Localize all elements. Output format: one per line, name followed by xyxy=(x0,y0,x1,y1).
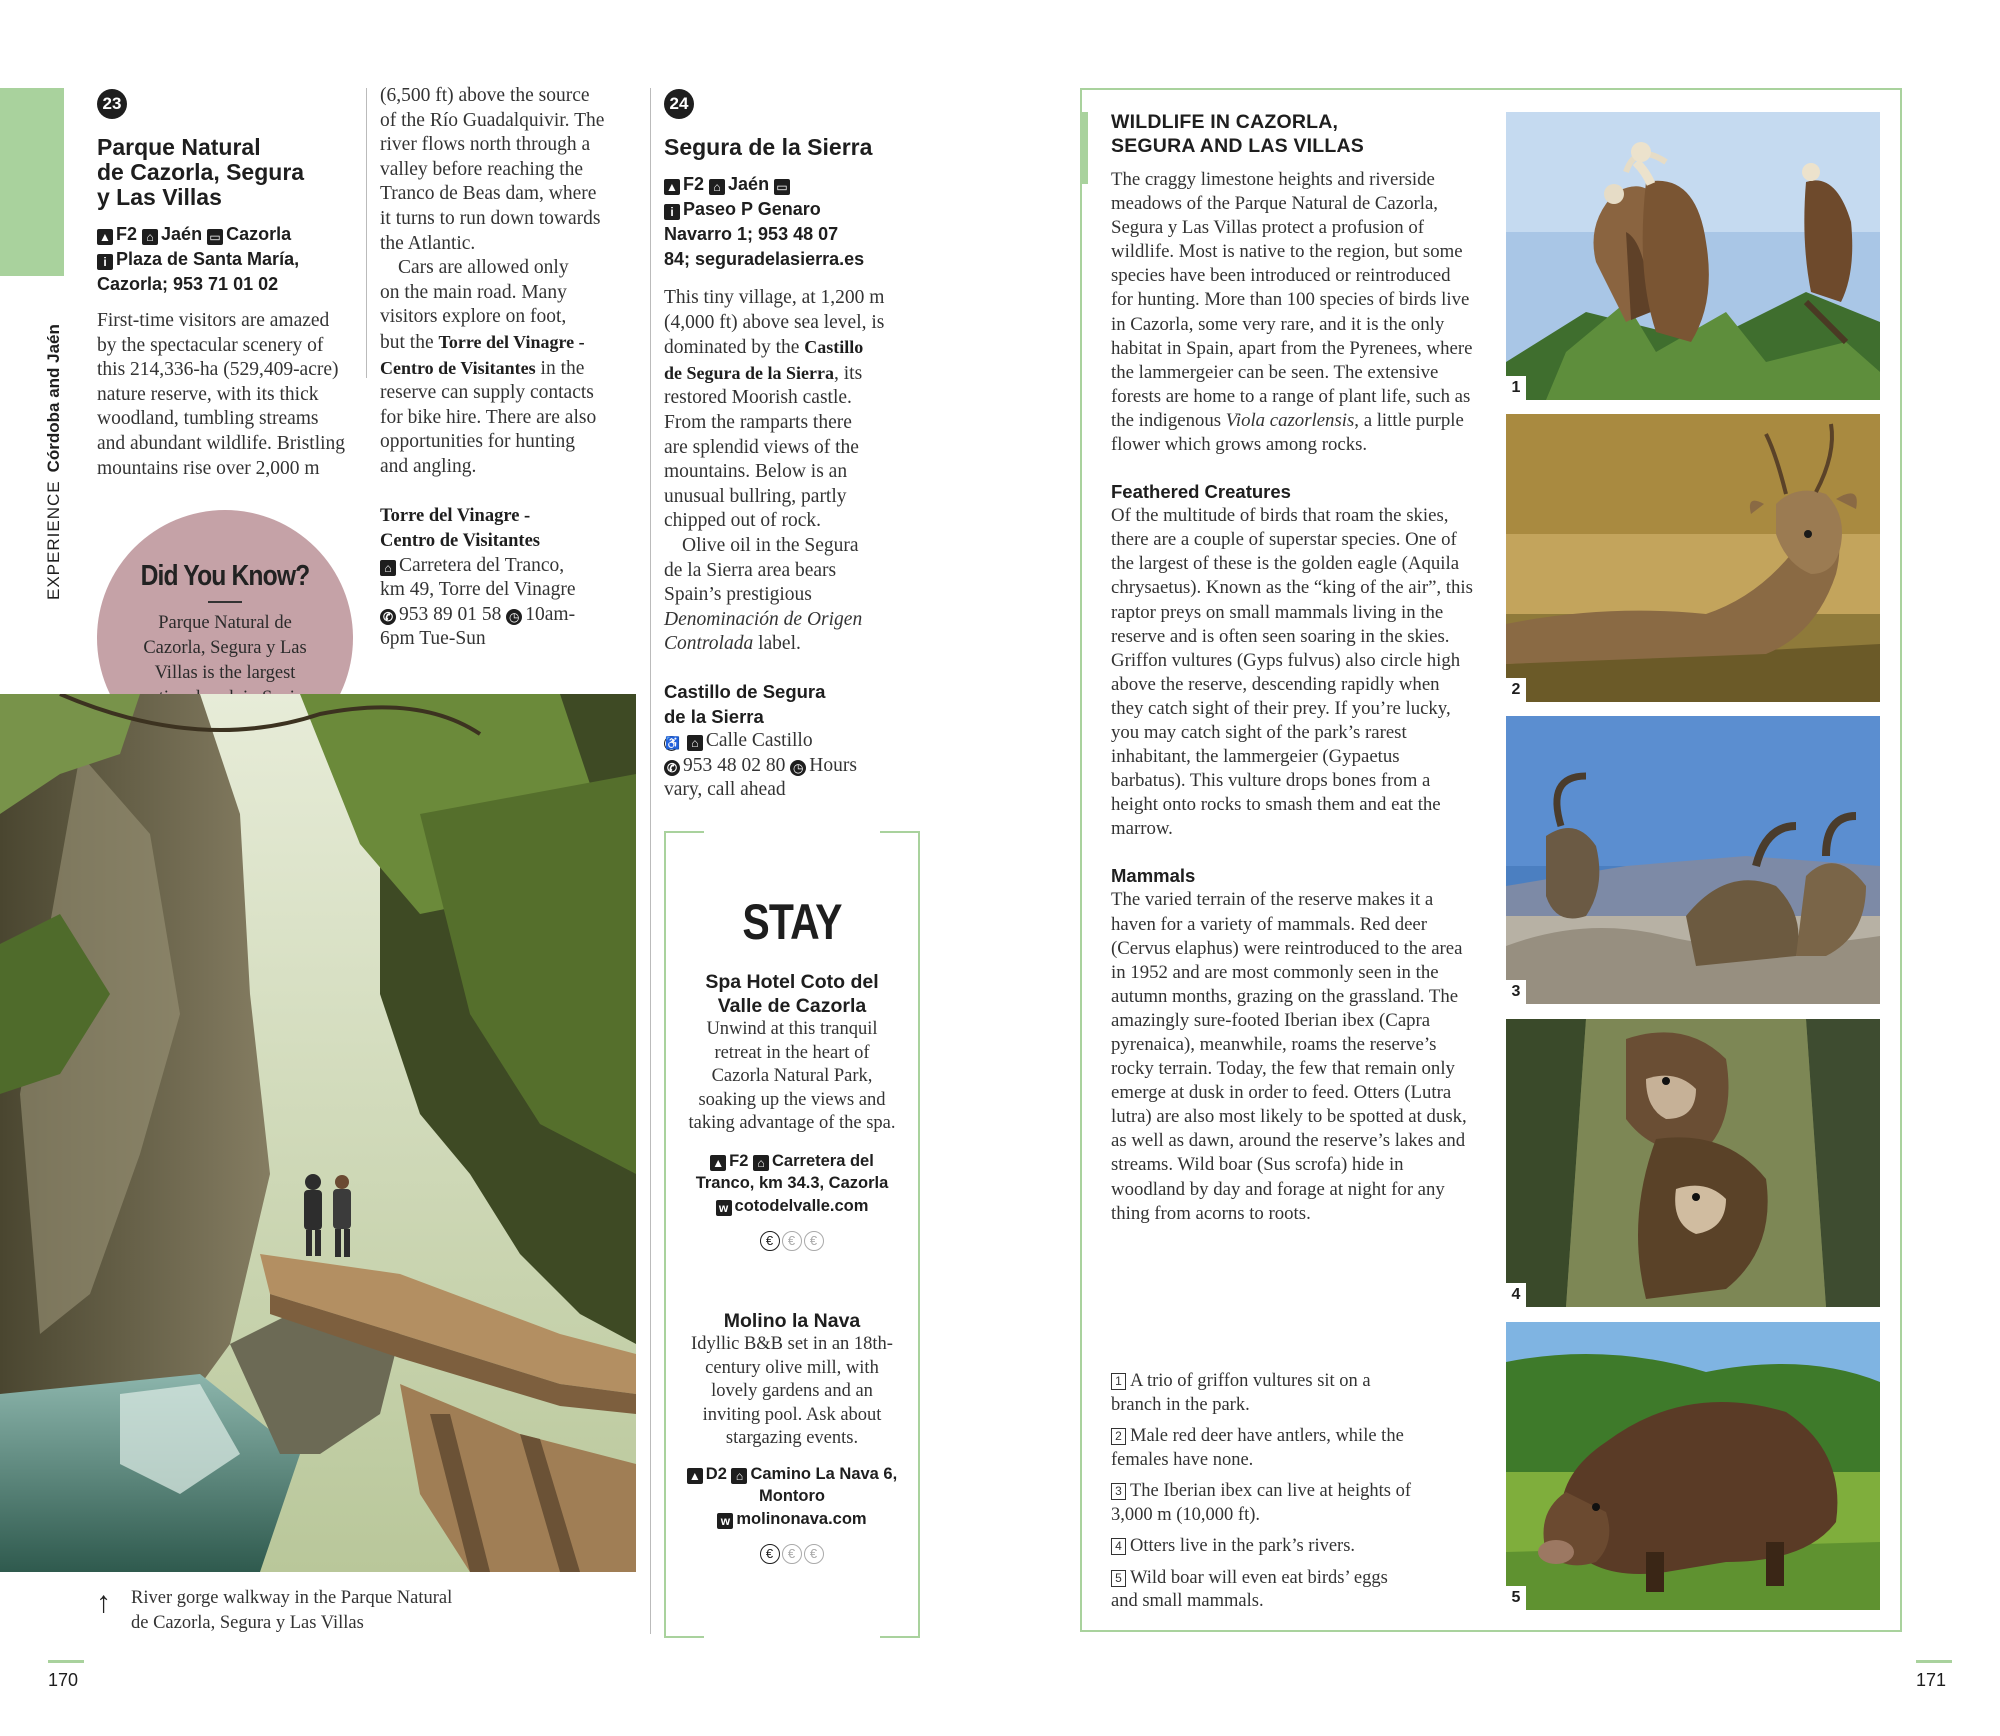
home-icon: ⌂ xyxy=(687,735,703,751)
map-grid-icon: ▲ xyxy=(664,179,680,195)
photo-caption-3: 3 The Iberian ibex can live at heights of 3,000 m (10,000 ft). xyxy=(1111,1481,1411,1525)
page-number-rule xyxy=(1916,1660,1952,1663)
web-icon: w xyxy=(716,1200,732,1216)
river-gorge-photo xyxy=(0,694,636,1572)
web-icon: w xyxy=(717,1513,733,1529)
photo-number: 3 xyxy=(1506,980,1526,1004)
iberian-ibex-photo xyxy=(1506,716,1880,1004)
did-you-know-divider xyxy=(208,601,242,603)
home-icon: ⌂ xyxy=(709,179,725,195)
stay-box xyxy=(664,831,920,1634)
wheelchair-icon: ♿ xyxy=(665,735,680,750)
section-label-experience: EXPERIENCE xyxy=(44,480,63,600)
did-you-know-title: Did You Know? xyxy=(140,560,310,592)
photo-number: 2 xyxy=(1506,678,1526,702)
section-label-region: Córdoba and Jaén xyxy=(44,324,63,473)
hotel-name: Molino la Nava xyxy=(723,1310,861,1332)
feature-border-left xyxy=(1080,184,1082,1632)
section-label xyxy=(44,324,64,600)
entry-23-info: ▲ F2 ⌂ Jaén ▭ Cazorla i Plaza de Santa María, Cazorla; 953 71 01 02 xyxy=(97,224,300,294)
column-divider xyxy=(366,88,367,378)
home-icon: ⌂ xyxy=(380,560,396,576)
photo-caption-2: 2 Male red deer have antlers, while the females have none. xyxy=(1111,1426,1404,1470)
price-rating: € € € xyxy=(684,1542,900,1564)
home-icon: ⌂ xyxy=(753,1155,769,1171)
photo-number: 1 xyxy=(1506,376,1526,400)
castillo-heading: Castillo de Segura de la Sierra xyxy=(664,680,826,727)
arrow-up-icon: ↑ xyxy=(96,1586,111,1619)
photo-caption-4: 4 Otters live in the park’s rivers. xyxy=(1111,1535,1411,1559)
page-number-rule xyxy=(48,1660,84,1663)
feathered-creatures-text: Of the multitude of birds that roam the skies, there are a couple of superstar species. One of the largest of these is the golden eagle (Aquila chrysaetus). Known as the “king of the air”, this raptor preys on small mammals living in the reserve and is often seen soaring in the skies. Griffon vultures (Gyps fulvus) also circle high above the reserve, descending rapidly when they catch sight of their prey. If you’re lucky, you may catch sight of the park’s rarest inhabitant, the lammergeier (Gypaetus barbatus). This vulture drops bones from a height onto rocks to smash them and eat the marrow. xyxy=(1111,505,1473,840)
entry-23-title: Parque Natural de Cazorla, Segura y Las Villas xyxy=(97,134,305,210)
home-icon: ⌂ xyxy=(731,1468,747,1484)
torre-del-vinagre-heading: Torre del Vinagre - Centro de Visitantes xyxy=(380,505,540,551)
wildlife-feature-text xyxy=(1111,110,1476,1226)
hotel-info: ▲ D2 ⌂ Camino La Nava 6, Montoro w molinonava.com xyxy=(684,1463,900,1531)
map-grid-icon: ▲ xyxy=(97,229,113,245)
entry-24-info: ▲ F2 ⌂ Jaén ▭ i Paseo P Genaro Navarro 1; 953 48 07 84; seguradelasierra.es xyxy=(664,174,865,269)
info-icon: i xyxy=(664,204,680,220)
hotel-info: ▲ F2 ⌂ Carretera del Tranco, km 34.3, Cazorla w cotodelvalle.com xyxy=(695,1151,889,1215)
section-tab xyxy=(0,88,64,276)
entry-24-paragraph-1: This tiny village, at 1,200 m (4,000 ft) above sea level, is dominated by the Castillo de Segura de la Sierra, its restored Moorish castle. From the ramparts there are splendid views of the mountains. Below is an unusual bullring, partly chipped out of rock. Olive oil in the Segura de la Sierra area bears Spain’s prestigious Denominación de Origen Controlada label. xyxy=(664,287,885,655)
torre-del-vinagre-info: ⌂ Carretera del Tranco, km 49, Torre del Vinagre ✆ 953 89 01 58 ◷ 10am- 6pm Tue-Sun xyxy=(380,554,576,650)
photo-number: 5 xyxy=(1506,1586,1526,1610)
entry-23 xyxy=(97,89,347,481)
entry-number-23: 23 xyxy=(97,89,127,119)
entry-23-continued: (6,500 ft) above the source of the Río Guadalquivir. The river flows north through a valley before reaching the Tranco de Beas dam, where it turns to run down towards the Atlantic. Cars are allowed only on the main road. Many visitors explore on foot, but the Torre del Vinagre - Centro de Visitantes in the reserve can supply contacts for bike hire. There are also opportunities for hunting and angling. Torre del Vinagre - Centro de Visitantes ⌂ Carretera del Tranco, km 49, Torre del Vinagre ✆ 953 89 01 58 ◷ 10am- 6pm Tue-Sun xyxy=(380,84,630,652)
did-you-know-text: Parque Natural de Cazorla, Segura y Las Villas is the largest xyxy=(143,613,307,683)
feathered-creatures-heading: Feathered Creatures xyxy=(1111,481,1291,503)
mammals-heading: Mammals xyxy=(1111,865,1196,887)
otters-photo xyxy=(1506,1019,1880,1307)
map-grid-icon: ▲ xyxy=(687,1468,703,1484)
bus-icon: ▭ xyxy=(774,179,790,195)
feature-title: WILDLIFE IN CAZORLA, SEGURA AND LAS VILLAS xyxy=(1111,111,1365,157)
mammals-text: The varied terrain of the reserve makes it a haven for a variety of mammals. Red deer (Cervus elaphus) were reintroduced to the area in 1952 and are most commonly seen in the autumn months, grazing on the grassland. The amazingly sure-footed Iberian ibex (Capra pyrenaica), meanwhile, roams the reserve’s rocky terrain. Today, the few that remain only emerge at dusk in order to feed. Otters (Lutra lutra) are also most likely to be spotted at dusk, as well as dawn, around the reserve’s lakes and streams. Wild boar (Sus scrofa) hide in woodland by day and forage at night for any thing from acorns to roots. xyxy=(1111,889,1467,1224)
phone-icon: ✆ xyxy=(664,760,680,776)
entry-24-title: Segura de la Sierra xyxy=(664,134,873,160)
photo-captions xyxy=(1111,1370,1411,1622)
hotel-description: Unwind at this tranquil retreat in the heart of Cazorla Natural Park, soaking up the views and taking advantage of the spa. xyxy=(688,1019,896,1134)
phone-icon: ✆ xyxy=(380,609,396,625)
entry-23-paragraph-1: First-time visitors are amazed by the spectacular scenery of this 214,336-ha (529,409-acre) nature reserve, with its thick woodland, tumbling streams and abundant wildlife. Bristling mountains rise over 2,000 m xyxy=(97,310,346,479)
hotel-website-link[interactable]: cotodelvalle.com xyxy=(734,1196,869,1215)
stay-hotel-1 xyxy=(684,970,900,1251)
photo-number: 4 xyxy=(1506,1283,1526,1307)
home-icon: ⌂ xyxy=(142,229,158,245)
hotel-name: Spa Hotel Coto del Valle de Cazorla xyxy=(705,971,879,1017)
wild-boar-photo xyxy=(1506,1322,1880,1610)
entry-24 xyxy=(664,89,914,803)
entry-number-24: 24 xyxy=(664,89,694,119)
price-rating: € € € xyxy=(684,1229,900,1251)
page-number-left: 170 xyxy=(48,1670,79,1690)
castillo-info: ♿ ⌂ Calle Castillo ✆ 953 48 02 80 ◷ Hours vary, call ahead xyxy=(664,729,857,801)
bus-icon: ▭ xyxy=(207,229,223,245)
clock-icon: ◷ xyxy=(506,609,522,625)
column-divider xyxy=(650,88,651,1634)
page-number-right: 171 xyxy=(1916,1670,1947,1690)
photo-caption: River gorge walkway in the Parque Natural de Cazorla, Segura y Las Villas xyxy=(131,1588,453,1633)
clock-icon: ◷ xyxy=(790,760,806,776)
info-icon: i xyxy=(97,254,113,270)
photo-caption-5: 5 Wild boar will even eat birds’ eggs and small mammals. xyxy=(1111,1567,1388,1611)
feature-intro: The craggy limestone heights and riverside meadows of the Parque Natural de Cazorla, Segura y Las Villas protect a profusion of wildlife. Most is native to the region, but some species have been introduced or reintroduced for hunting. More than 100 species of birds live in Cazorla, some very rare, and it is the only habitat in Spain, apart from the Pyrenees, where the lammergeier can be seen. The extensive forests are home to a range of plant life, such as the indigenous Viola cazorlensis, a little purple flower which grows among rocks. xyxy=(1111,169,1473,456)
stay-title: STAY xyxy=(742,894,842,950)
vultures-photo xyxy=(1506,112,1880,400)
feature-title-bar xyxy=(1080,112,1088,184)
red-deer-photo xyxy=(1506,414,1880,702)
photo-caption-1: 1 A trio of griffon vultures sit on a branch in the park. xyxy=(1111,1371,1371,1415)
feature-border-left xyxy=(1080,88,1082,112)
map-grid-icon: ▲ xyxy=(710,1155,726,1171)
stay-hotel-2 xyxy=(684,1309,900,1564)
hotel-website-link[interactable]: molinonava.com xyxy=(736,1509,867,1528)
hotel-description: Idyllic B&B set in an 18th-century olive mill, with lovely gardens and an inviting pool. Ask about stargazing events. xyxy=(691,1334,893,1449)
